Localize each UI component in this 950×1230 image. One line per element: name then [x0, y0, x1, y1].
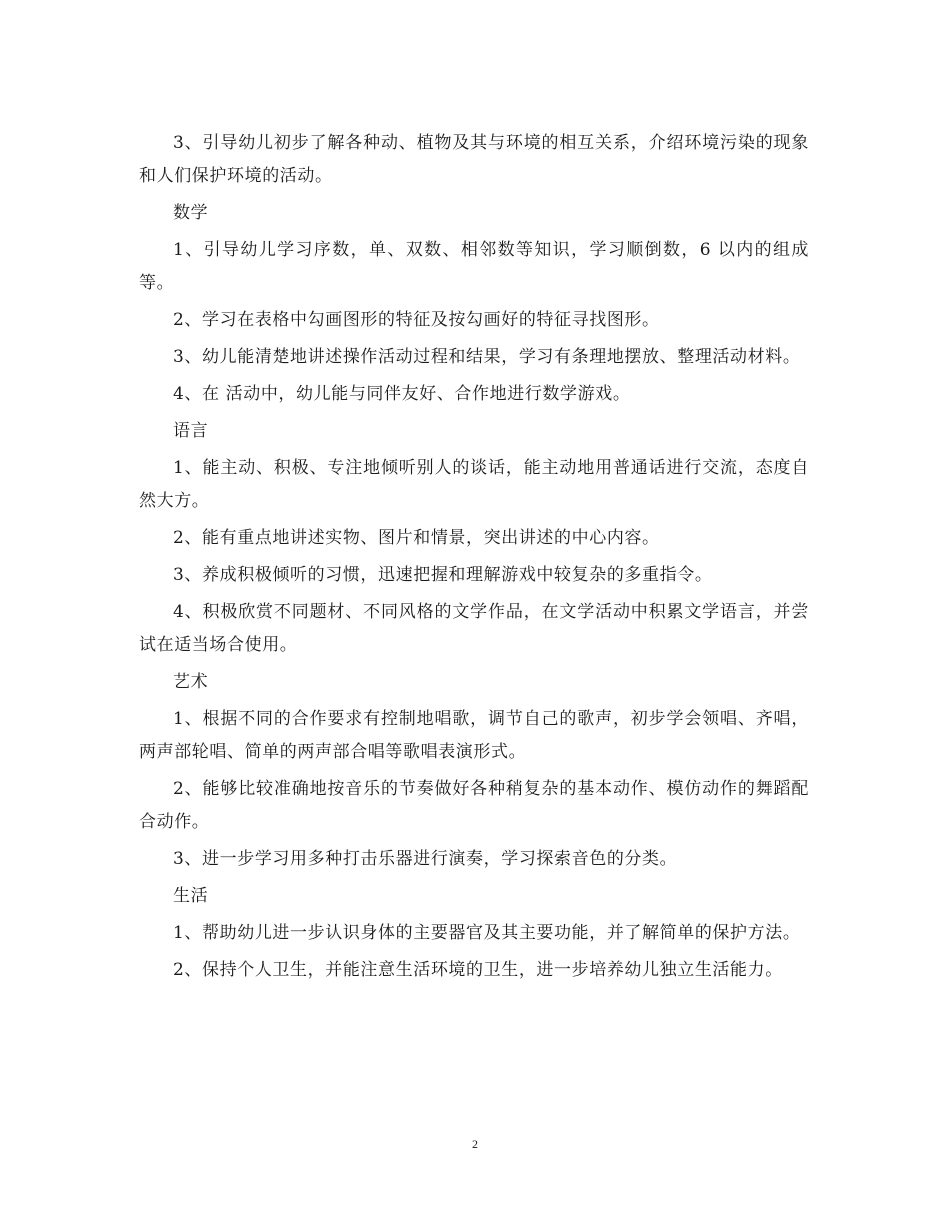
- section-heading-life: 生活: [173, 886, 209, 906]
- paragraph-language-2: 2、能有重点地讲述实物、图片和情景，突出讲述的中心内容。: [173, 528, 660, 548]
- section-heading-art: 艺术: [173, 672, 209, 692]
- paragraph-math-1: 1、引导幼儿学习序数，单、双数、相邻数等知识，学习顺倒数，6 以内的组成等。: [139, 240, 809, 293]
- section-heading-math: 数学: [173, 203, 209, 223]
- paragraph-art-3: 3、进一步学习用多种打击乐器进行演奏，学习探索音色的分类。: [173, 849, 678, 869]
- paragraph-nature-3: 3、引导幼儿初步了解各种动、植物及其与环境的相互关系，介绍环境污染的现象和人们保护环境的活动。: [139, 133, 809, 186]
- paragraph-math-3: 3、幼儿能清楚地讲述操作活动过程和结果，学习有条理地摆放、整理活动材料。: [173, 347, 801, 367]
- paragraph-language-3: 3、养成积极倾听的习惯，迅速把握和理解游戏中较复杂的多重指令。: [173, 565, 713, 585]
- paragraph-language-4: 4、积极欣赏不同题材、不同风格的文学作品，在文学活动中积累文学语言，并尝试在适当场合使用。: [139, 602, 809, 655]
- paragraph-life-1: 1、帮助幼儿进一步认识身体的主要器官及其主要功能，并了解简单的保护方法。: [173, 923, 801, 943]
- page-number: 2: [472, 1137, 478, 1151]
- section-heading-language: 语言: [173, 421, 209, 441]
- paragraph-art-1: 1、根据不同的合作要求有控制地唱歌，调节自己的歌声，初步学会领唱、齐唱，两声部轮唱、简单的两声部合唱等歌唱表演形式。: [139, 709, 809, 762]
- paragraph-math-2: 2、学习在表格中勾画图形的特征及按勾画好的特征寻找图形。: [173, 310, 660, 330]
- paragraph-math-4: 4、在 活动中，幼儿能与同伴友好、合作地进行数学游戏。: [173, 384, 631, 404]
- paragraph-art-2: 2、能够比较准确地按音乐的节奏做好各种稍复杂的基本动作、模仿动作的舞蹈配合动作。: [139, 779, 809, 832]
- page-body: [139, 127, 809, 991]
- paragraph-language-1: 1、能主动、积极、专注地倾听别人的谈话，能主动地用普通话进行交流，态度自然大方。: [139, 458, 809, 511]
- paragraph-life-2: 2、保持个人卫生，并能注意生活环境的卫生，进一步培养幼儿独立生活能力。: [173, 960, 783, 980]
